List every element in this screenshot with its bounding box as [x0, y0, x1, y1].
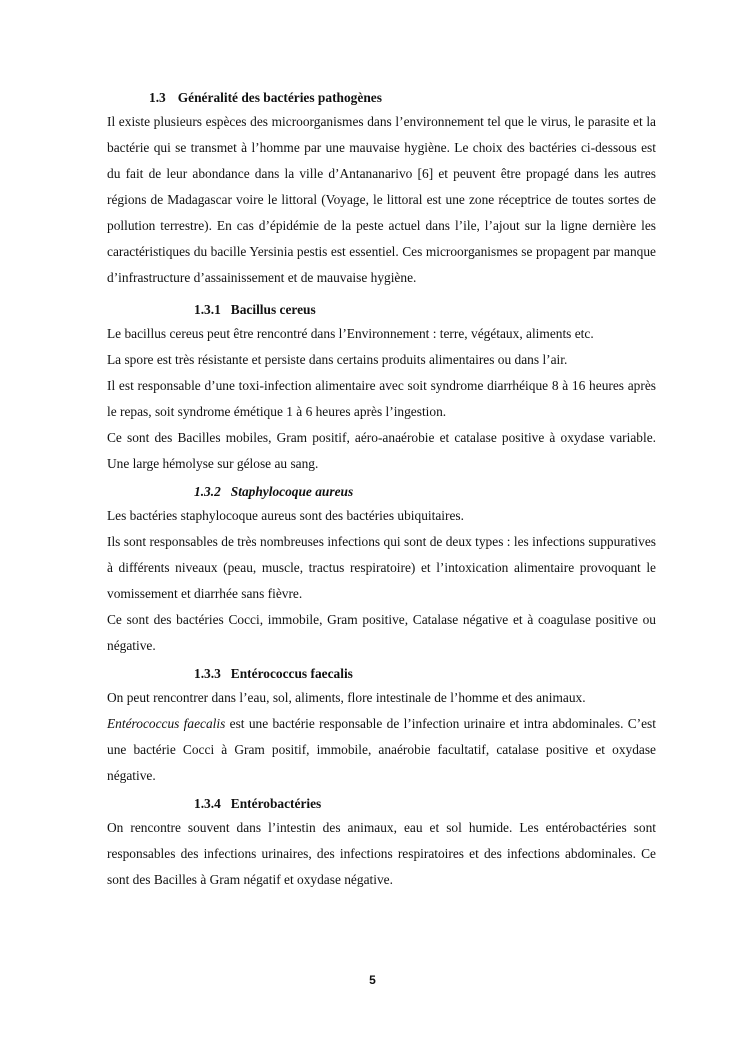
subsection-number: 1.3.2: [194, 484, 221, 499]
subsection-title: Bacillus cereus: [230, 302, 316, 317]
paragraph: On peut rencontrer dans l’eau, sol, aliments, flore intestinale de l’homme et des animaux.: [107, 690, 586, 705]
paragraph: Les bactéries staphylocoque aureus sont des bactéries ubiquitaires.: [107, 508, 464, 523]
subsection-title: Staphylocoque aureus: [230, 484, 354, 499]
italic-term: Entérococcus faecalis: [107, 716, 226, 731]
section-heading: [149, 87, 656, 109]
subsection-number: 1.3.3: [194, 666, 221, 681]
paragraph: On rencontre souvent dans l’intestin des animaux, eau et sol humide. Les entérobactéries sont responsables des infections urinaires, des infections respiratoires et des infections abdominales. Ce sont des Bacilles à Gram négatif et oxydase négative.: [107, 820, 656, 887]
section-number: 1.3: [149, 90, 166, 105]
subsection-heading-bacillus: [194, 299, 656, 321]
paragraph: Ce sont des Bacilles mobiles, Gram positif, aéro-anaérobie et catalase positive à oxydase variable. Une large hémolyse sur gélose au sang.: [107, 430, 656, 471]
subsection-number: 1.3.1: [194, 302, 221, 317]
paragraph-rest: est une bactérie responsable de l’infection urinaire et intra abdominales. C’est une bactérie Cocci à Gram positif, immobile, anaérobie facultatif, catalase positive et oxydase négative.: [107, 716, 656, 783]
subsection-heading-staphylocoque: [194, 481, 656, 503]
subsection-heading-enterobacteries: [194, 793, 656, 815]
page-number: 5: [369, 973, 376, 987]
paragraph: [107, 711, 656, 789]
subsection-heading-enterococcus: [194, 663, 656, 685]
paragraph: Ils sont responsables de très nombreuses infections qui sont de deux types : les infections suppuratives à différents niveaux (peau, muscle, tractus respiratoire) et l’intoxication alimentaire provoquant le vomissement et diarrhée sans fièvre.: [107, 534, 656, 601]
section-title: Généralité des bactéries pathogènes: [177, 90, 382, 105]
paragraph: Le bacillus cereus peut être rencontré dans l’Environnement : terre, végétaux, aliments etc.: [107, 326, 594, 341]
page-content: [107, 87, 656, 893]
subsection-title: Entérococcus faecalis: [230, 666, 353, 681]
paragraph: Ce sont des bactéries Cocci, immobile, Gram positive, Catalase négative et à coagulase positive ou négative.: [107, 612, 656, 653]
paragraph: Il est responsable d’une toxi-infection alimentaire avec soit syndrome diarrhéique 8 à 16 heures après le repas, soit syndrome émétique 1 à 6 heures après l’ingestion.: [107, 378, 656, 419]
subsection-number: 1.3.4: [194, 796, 221, 811]
section-intro-paragraph: Il existe plusieurs espèces des microorganismes dans l’environnement tel que le virus, le parasite et la bactérie qui se transmet à l’homme par une mauvaise hygiène. Le choix des bactéries ci-dessous est du fait de leur abondance dans la ville d’Antananarivo [6] et peuvent être propagé dans les autres régions de Madagascar voire le littoral (Voyage, le littoral est une zone réceptrice de toutes sortes de pollution terrestre). En cas d’épidémie de la peste actuel dans l’ile, l’ajout sur la ligne dernière les caractéristiques du bacille Yersinia pestis est essentiel. Ces microorganismes se propagent par manque d’infrastructure d’assainissement et de mauvaise hygiène.: [107, 114, 656, 285]
subsection-title: Entérobactéries: [230, 796, 322, 811]
paragraph: La spore est très résistante et persiste dans certains produits alimentaires ou dans l’air.: [107, 352, 568, 367]
